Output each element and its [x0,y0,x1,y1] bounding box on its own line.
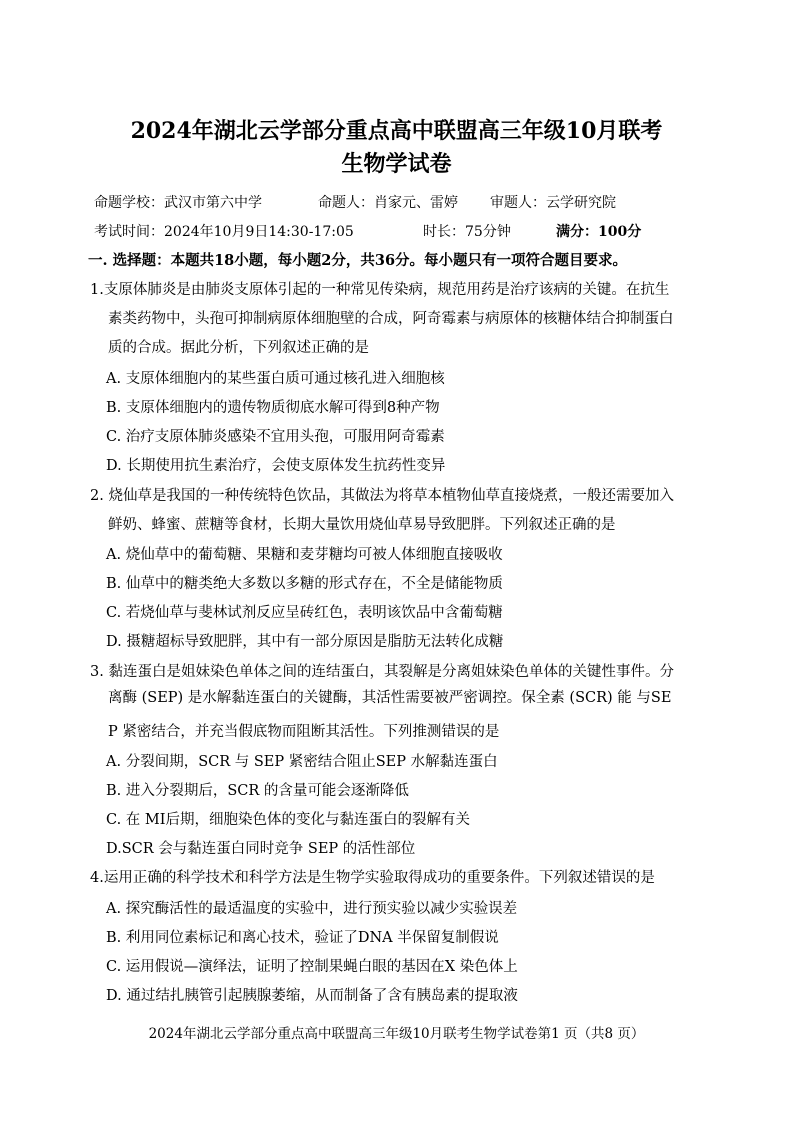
question-2-line-2: 鲜奶、蜂蜜、蔗糖等食材，长期大量饮用烧仙草易导致肥胖。下列叙述正确的是 [108,517,616,533]
question-4-option-a[interactable]: A. 探究酶活性的最适温度的实验中，进行预实验以减少实验误差 [106,901,518,917]
question-1-option-a[interactable]: A. 支原体细胞内的某些蛋白质可通过核孔进入细胞核 [106,371,445,387]
question-1-option-b[interactable]: B. 支原体细胞内的遗传物质彻底水解可得到8种产物 [106,400,440,416]
question-4-option-d[interactable]: D. 通过结扎胰管引起胰腺萎缩，从而制备了含有胰岛素的提取液 [106,988,518,1004]
question-3-option-d[interactable]: D.SCR 会与黏连蛋白同时竞争 SEP 的活性部位 [106,841,416,857]
meta-reviewer: 审题人：云学研究院 [490,195,616,211]
question-3-line-2: 离酶 (SEP) 是水解黏连蛋白的关键酶，其活性需要被严密调控。保全素 (SCR) 能 与SE [108,690,672,706]
question-2-option-c[interactable]: C. 若烧仙草与斐林试剂反应呈砖红色，表明该饮品中含葡萄糖 [106,605,503,621]
question-2-option-a[interactable]: A. 烧仙草中的葡萄糖、果糖和麦芽糖均可被人体细胞直接吸收 [106,547,503,563]
question-2-line-1: 2. 烧仙草是我国的一种传统特色饮品，其做法为将草本植物仙草直接烧煮，一般还需要加入 [90,488,674,504]
question-2-option-d[interactable]: D. 摄糖超标导致肥胖，其中有一部分原因是脂肪无法转化成糖 [106,634,504,650]
question-1-line-3: 质的合成。据此分析，下列叙述正确的是 [108,340,369,356]
question-4-line-1: 4.运用正确的科学技术和科学方法是生物学实验取得成功的重要条件。下列叙述错误的是 [90,870,655,886]
meta-school: 命题学校：武汉市第六中学 [94,195,262,211]
question-1-option-c[interactable]: C. 治疗支原体肺炎感染不宜用头孢，可服用阿奇霉素 [106,429,445,445]
question-3-line-1: 3. 黏连蛋白是姐妹染色单体之间的连结蛋白，其裂解是分离姐妹染色单体的关键性事件。分 [90,664,674,680]
page-footer: 2024年湖北云学部分重点高中联盟高三年级10月联考生物学试卷第1 页（共8 页） [148,1026,645,1042]
question-1-option-d[interactable]: D. 长期使用抗生素治疗，会使支原体发生抗药性变异 [106,458,446,474]
subject-title: 生物学试卷 [341,151,452,177]
question-3-line-3: P 紧密结合，并充当假底物而阻断其活性。下列推测错误的是 [108,724,500,740]
question-2-option-b[interactable]: B. 仙草中的糖类绝大多数以多糖的形式存在，不全是储能物质 [106,576,503,592]
meta-duration: 时长：75分钟 [423,224,511,240]
meta-full-score: 满分：100分 [556,224,642,240]
meta-exam-time: 考试时间：2024年10月9日14:30-17:05 [94,224,354,240]
question-1-line-1: 1.支原体肺炎是由肺炎支原体引起的一种常见传染病，规范用药是治疗该病的关键。在抗生 [90,282,670,298]
exam-title: 2024年湖北云学部分重点高中联盟高三年级10月联考 [130,118,663,144]
question-3-option-c[interactable]: C. 在 MI后期，细胞染色体的变化与黏连蛋白的裂解有关 [106,812,470,828]
section-heading: 一. 选择题：本题共18小题，每小题2分，共36分。每小题只有一项符合题目要求。 [88,252,628,269]
question-4-option-b[interactable]: B. 利用同位素标记和离心技术，验证了DNA 半保留复制假说 [106,930,499,946]
question-1-line-2: 素类药物中，头孢可抑制病原体细胞壁的合成，阿奇霉素与病原体的核糖体结合抑制蛋白 [108,311,674,327]
question-3-option-a[interactable]: A. 分裂间期，SCR 与 SEP 紧密结合阻止SEP 水解黏连蛋白 [106,754,498,770]
question-4-option-c[interactable]: C. 运用假说—演绎法，证明了控制果蝇白眼的基因在X 染色体上 [106,959,518,975]
meta-authors: 命题人：肖家元、雷婷 [318,195,458,211]
question-3-option-b[interactable]: B. 进入分裂期后，SCR 的含量可能会逐渐降低 [106,783,409,799]
